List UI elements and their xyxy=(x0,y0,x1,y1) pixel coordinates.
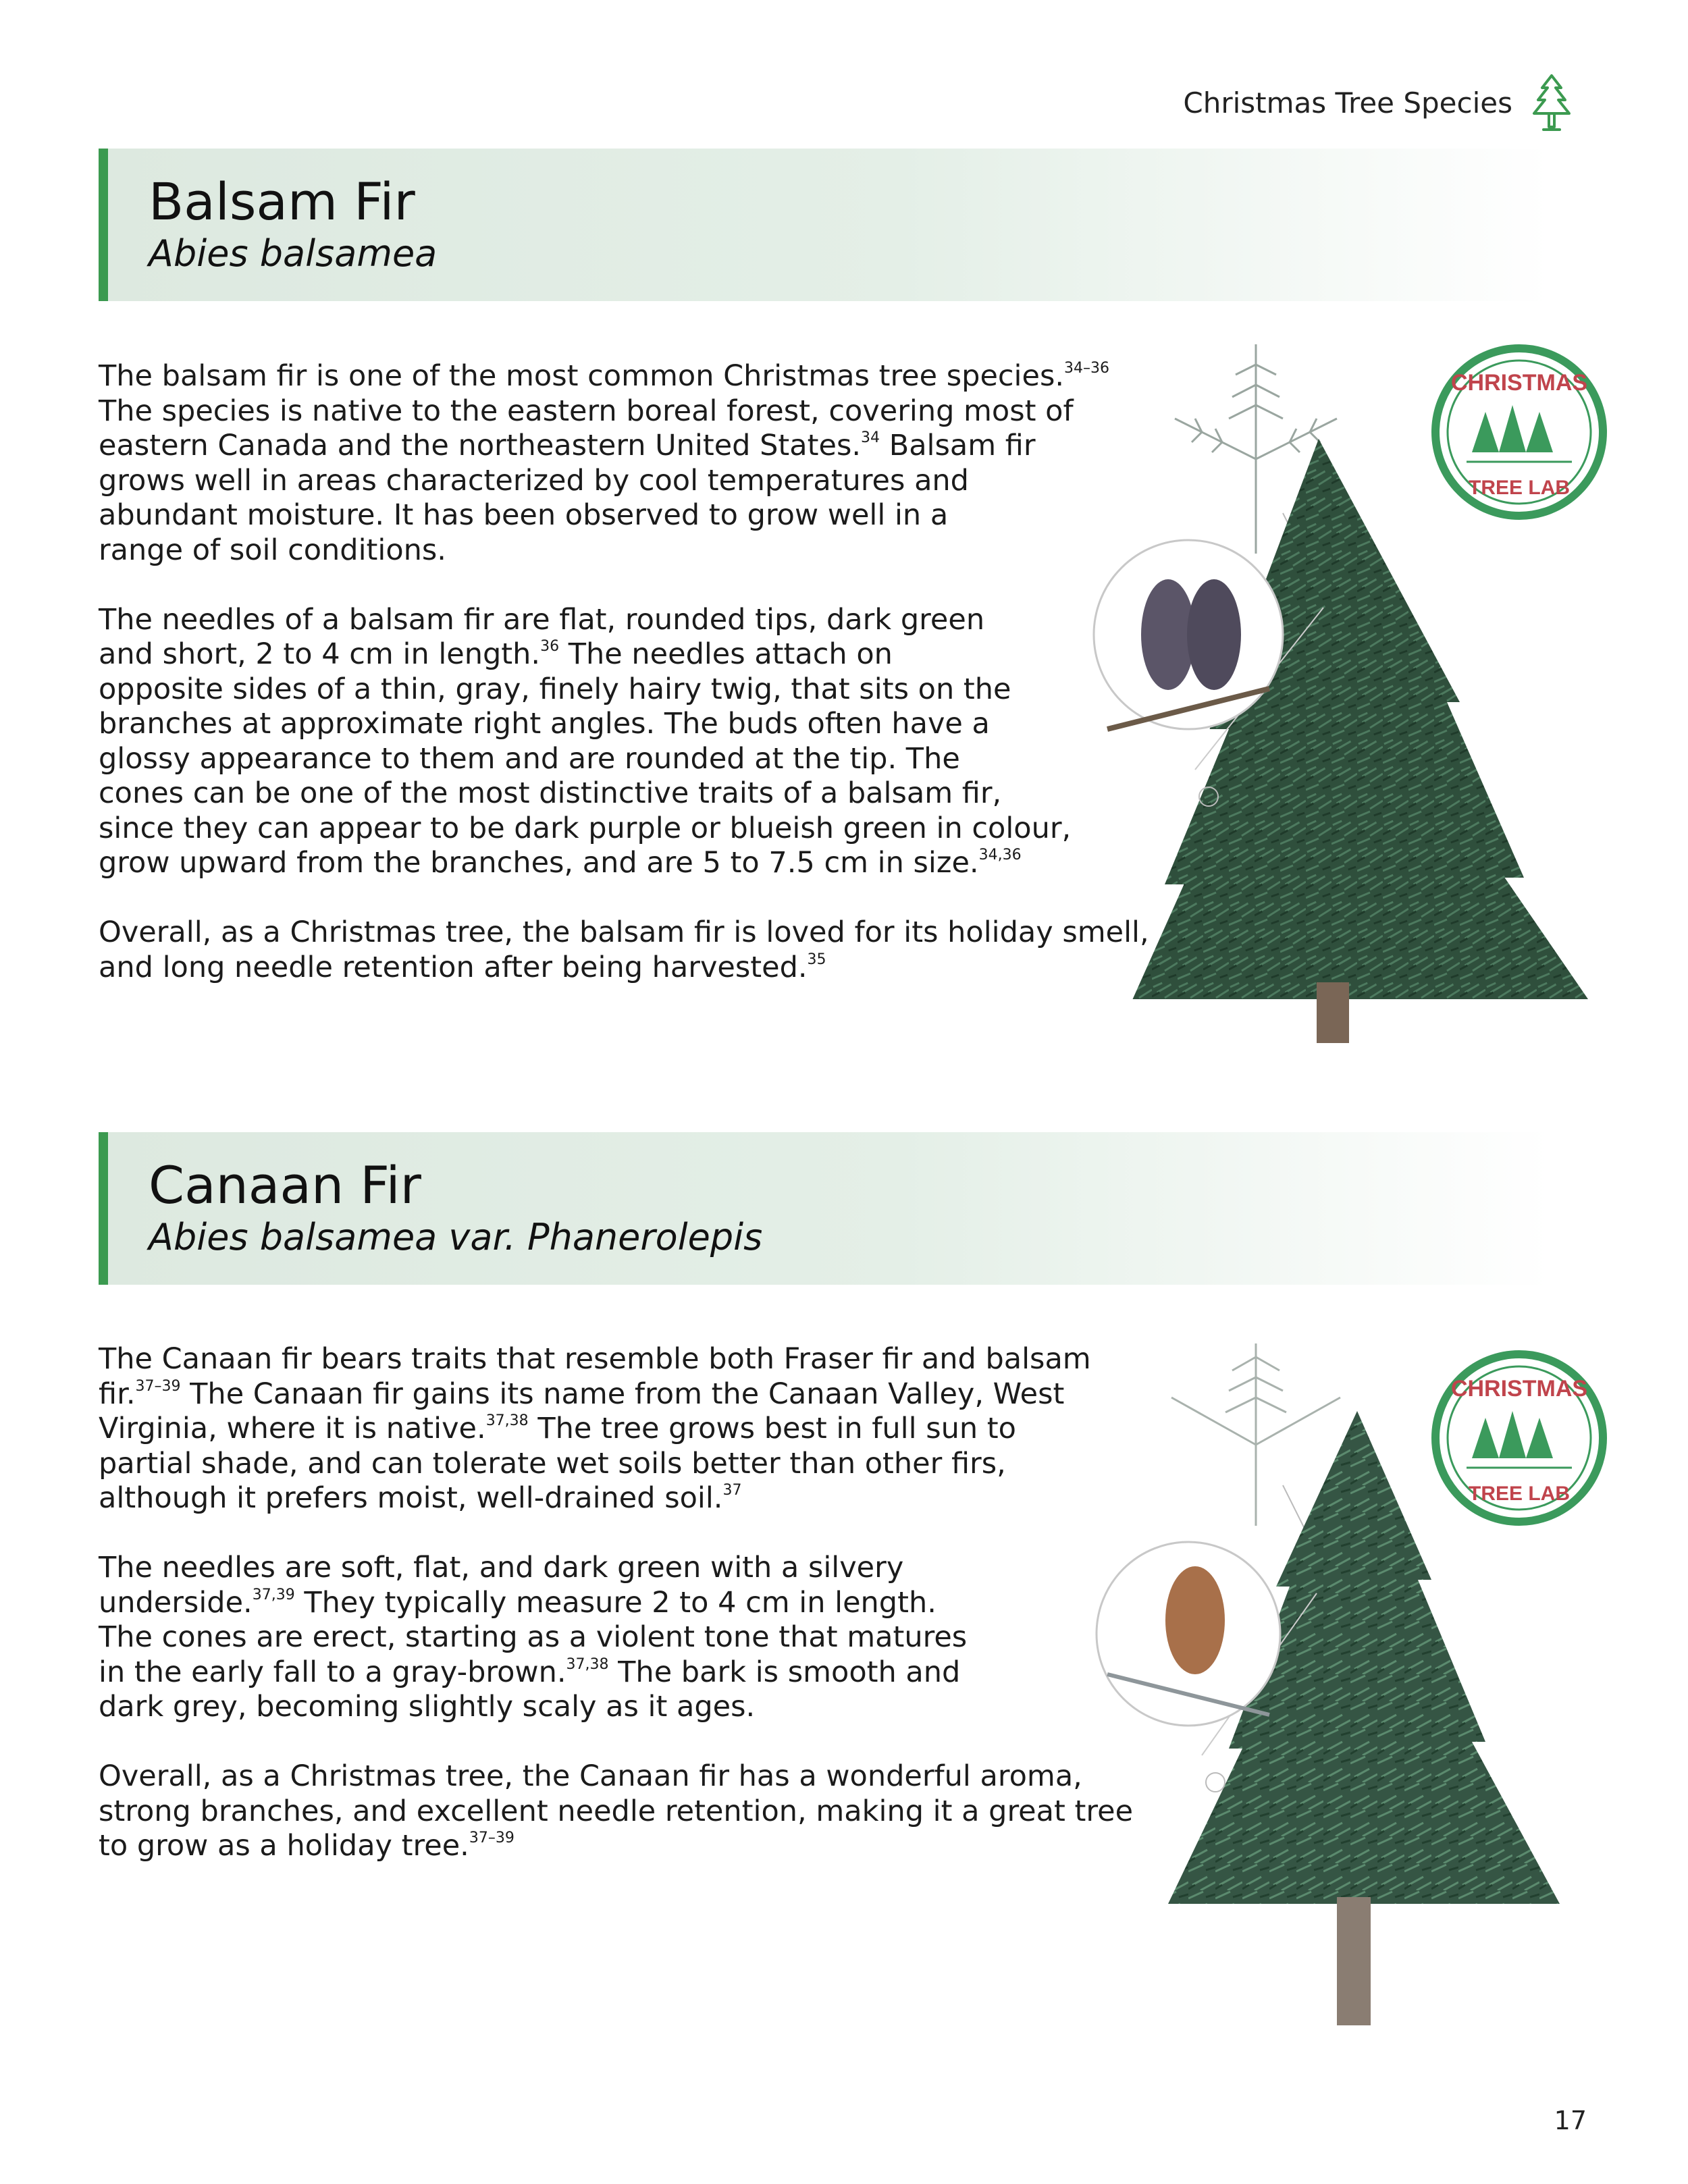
citation-superscript: 37,39 xyxy=(252,1586,295,1603)
text-run: cones can be one of the most distinctive traits of a balsam fir, xyxy=(99,776,1002,810)
text-line xyxy=(99,1586,937,1620)
citation-superscript: 34–36 xyxy=(1064,360,1110,377)
text-run: Balsam fir xyxy=(880,429,1036,462)
species-header-canaan-fir xyxy=(99,1132,1550,1285)
text-line xyxy=(99,394,1074,428)
text-line xyxy=(99,603,984,637)
text-run: branches at approximate right angles. The buds often have a xyxy=(99,707,990,741)
text-line xyxy=(99,1655,960,1689)
logo-bottom-text: TREE LAB xyxy=(1469,477,1570,499)
text-line xyxy=(99,951,826,984)
text-run: The balsam fir is one of the most common Christmas tree species. xyxy=(99,359,1065,393)
running-header xyxy=(1183,73,1573,132)
text-line xyxy=(99,1829,515,1863)
balsam-fir-illustration xyxy=(999,324,1607,1121)
species-name: Balsam Fir xyxy=(149,171,415,232)
text-run: since they can appear to be dark purple or blueish green in colour, xyxy=(99,811,1072,845)
text-run: grows well in areas characterized by cool temperatures and xyxy=(99,463,969,498)
text-line xyxy=(99,1759,1082,1793)
citation-superscript: 37,38 xyxy=(485,1412,529,1429)
text-run: The Canaan fir bears traits that resemble both Fraser fir and balsam xyxy=(99,1342,1091,1376)
text-line xyxy=(99,498,948,532)
text-run: strong branches, and excellent needle retention, making it a great tree xyxy=(99,1794,1134,1828)
text-line xyxy=(99,1481,741,1515)
text-run: underside. xyxy=(99,1585,253,1620)
species-name: Canaan Fir xyxy=(149,1155,421,1215)
paragraph xyxy=(99,915,1149,985)
citation-superscript: 37–39 xyxy=(135,1377,181,1395)
species-latin-name: Abies balsamea xyxy=(149,232,438,275)
paragraph xyxy=(99,1551,1133,1725)
text-line xyxy=(99,846,1022,880)
text-run: The needles attach on xyxy=(559,637,893,671)
text-run: to grow as a holiday tree. xyxy=(99,1829,469,1863)
text-run: The needles are soft, flat, and dark green with a silvery xyxy=(99,1551,904,1584)
species-header-balsam-fir xyxy=(99,149,1550,301)
text-line xyxy=(99,1342,1091,1376)
text-run: The cones are erect, starting as a violent tone that matures xyxy=(99,1620,968,1654)
christmas-tree-lab-logo xyxy=(1435,348,1603,516)
text-run: Overall, as a Christmas tree, the balsam fir is loved for its holiday smell, xyxy=(99,915,1149,949)
pine-tree-icon xyxy=(1530,73,1573,132)
species-description-balsam-fir xyxy=(99,359,1149,1020)
text-line xyxy=(99,672,1011,706)
text-run: The tree grows best in full sun to xyxy=(528,1412,1016,1445)
citation-superscript: 37–39 xyxy=(469,1830,515,1846)
canaan-fir-illustration xyxy=(999,1323,1607,2079)
text-line xyxy=(99,811,1071,845)
text-run: The bark is smooth and xyxy=(608,1655,961,1689)
citation-superscript: 35 xyxy=(807,951,826,968)
logo-top-text: CHRISTMAS xyxy=(1450,1376,1588,1402)
text-run: although it prefers moist, well-drained soil. xyxy=(99,1481,723,1515)
text-line xyxy=(99,1447,1006,1481)
text-line xyxy=(99,1794,1133,1828)
text-line xyxy=(99,533,446,567)
needle-sprig xyxy=(1171,1343,1340,1526)
text-line xyxy=(99,1690,755,1724)
citation-superscript: 37,38 xyxy=(566,1655,609,1673)
logo-top-text: CHRISTMAS xyxy=(1450,370,1588,396)
text-line xyxy=(99,742,960,776)
text-run: glossy appearance to them and are rounded at the tip. The xyxy=(99,741,960,776)
text-line xyxy=(99,1620,967,1654)
species-latin-name: Abies balsamea var. Phanerolepis xyxy=(149,1216,763,1258)
citation-superscript: 37 xyxy=(722,1482,742,1499)
text-line xyxy=(99,637,893,671)
text-line xyxy=(99,464,969,498)
text-line xyxy=(99,776,1001,810)
text-run: grow upward from the branches, and are 5 to 7.5 cm in size. xyxy=(99,846,979,880)
text-line xyxy=(99,359,1109,393)
text-run: eastern Canada and the northeastern United States. xyxy=(99,429,862,462)
text-run: Overall, as a Christmas tree, the Canaan fir has a wonderful aroma, xyxy=(99,1759,1082,1793)
logo-bottom-text: TREE LAB xyxy=(1469,1483,1570,1505)
text-run: fir. xyxy=(99,1377,136,1411)
text-run: abundant moisture. It has been observed to grow well in a xyxy=(99,498,949,532)
paragraph xyxy=(99,603,1149,881)
text-line xyxy=(99,915,1149,949)
citation-superscript: 34,36 xyxy=(978,847,1022,863)
text-run: partial shade, and can tolerate wet soils better than other firs, xyxy=(99,1446,1006,1481)
text-line xyxy=(99,429,1036,462)
paragraph xyxy=(99,1342,1133,1516)
paragraph xyxy=(99,359,1149,568)
species-description-canaan-fir xyxy=(99,1342,1133,1898)
text-run: range of soil conditions. xyxy=(99,533,446,567)
text-line xyxy=(99,1377,1064,1411)
text-line xyxy=(99,1412,1016,1445)
text-run: Virginia, where it is native. xyxy=(99,1412,486,1445)
text-run: The Canaan fir gains its name from the Canaan Valley, West xyxy=(180,1377,1065,1411)
text-run: They typically measure 2 to 4 cm in length. xyxy=(294,1585,937,1620)
running-header-title: Christmas Tree Species xyxy=(1183,86,1512,119)
text-run: and short, 2 to 4 cm in length. xyxy=(99,637,541,671)
text-run: opposite sides of a thin, gray, finely hairy twig, that sits on the xyxy=(99,672,1011,706)
text-run: dark grey, becoming slightly scaly as it ages. xyxy=(99,1690,756,1724)
text-line xyxy=(99,1551,903,1584)
citation-superscript: 36 xyxy=(540,638,560,655)
citation-superscript: 34 xyxy=(861,429,880,446)
christmas-tree-lab-logo xyxy=(1435,1354,1603,1522)
text-run: in the early fall to a gray-brown. xyxy=(99,1655,566,1689)
page-number: 17 xyxy=(1554,2106,1587,2135)
text-run: The needles of a balsam fir are flat, rounded tips, dark green xyxy=(99,602,985,637)
paragraph xyxy=(99,1759,1133,1864)
text-run: and long needle retention after being harvested. xyxy=(99,950,808,984)
tree xyxy=(1133,439,1589,1043)
text-run: The species is native to the eastern boreal forest, covering most of xyxy=(99,394,1074,428)
text-line xyxy=(99,707,990,741)
